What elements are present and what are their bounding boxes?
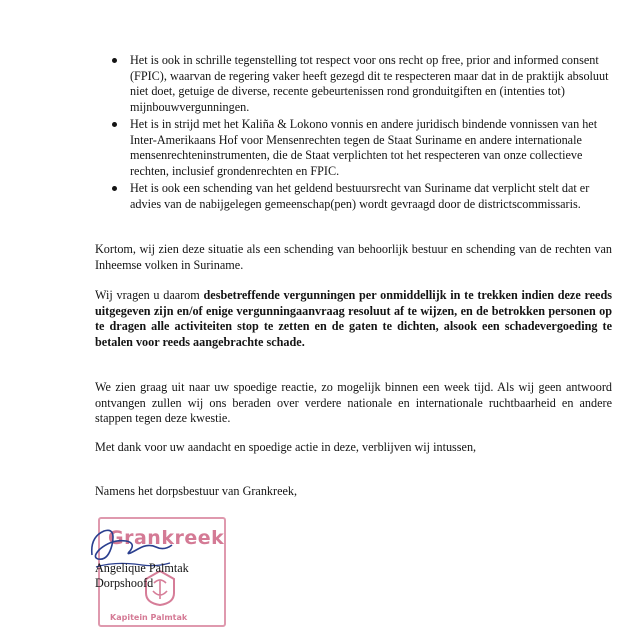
bullet-item	[112, 53, 612, 115]
paragraph-request	[95, 288, 612, 350]
signatory-name: Angelique Palmtak	[95, 561, 189, 575]
bullet-text: Het is ook een schending van het geldend bestuursrecht van Suriname dat verplicht stelt dat er advies van de nabijgelegen gemeenschap(pen) wordt gevraagd door de districtscommissaris.	[130, 181, 590, 211]
paragraph-reply: We zien graag uit naar uw spoedige reactie, zo mogelijk binnen een week tijd. Als wij geen antwoord ontvangen zullen wij ons beraden over verdere nationale en internationale ruchtbaarheid en andere stappen tegen deze kwestie.	[95, 380, 612, 425]
bullet-dot-icon	[112, 122, 117, 127]
paragraph-kortom: Kortom, wij zien deze situatie als een schending van behoorlijk bestuur en schending van de rechten van Inheemse volken in Suriname.	[95, 242, 612, 272]
request-bold: desbetreffende vergunningen per onmiddellijk in te trekken indien deze reeds uitgegeven zijn en/of enige vergunningaanvraag resoluut af te wijzen, en de betrokken personen op te dragen alle activiteiten stop te zetten en de gaten te dichten, alsook een schadevergoeding te betalen voor reeds aangebrachte schade.	[95, 288, 612, 349]
bullet-item	[112, 117, 612, 179]
bullet-item	[112, 181, 612, 212]
bullet-dot-icon	[112, 186, 117, 191]
bullet-text: Het is in strijd met het Kaliña & Lokono vonnis en andere juridisch bindende vonnissen van het Inter-Amerikaans Hof voor Mensenrechten tegen de Staat Suriname en andere internationale mensenrechteninstrumenten, die de Staat verplichten tot het respecteren van onze collectieve rechten, inclusief grondenrechten en FPIC.	[130, 117, 598, 178]
stamp-title: Grankreek	[108, 527, 225, 549]
paragraph-namens: Namens het dorpsbestuur van Grankreek,	[95, 484, 298, 498]
paragraph-thanks: Met dank voor uw aandacht en spoedige actie in deze, verblijven wij intussen,	[95, 440, 477, 454]
bullet-dot-icon	[112, 58, 117, 63]
stamp-footer: Kapitein Palmtak	[110, 613, 188, 622]
request-intro: Wij vragen u daarom	[95, 288, 200, 302]
signatory-title: Dorpshoofd	[95, 576, 154, 590]
bullet-text: Het is ook in schrille tegenstelling tot respect voor ons recht op free, prior and informed consent (FPIC), waarvan de regering vaker heeft gezegd dit te respecteren maar dat in de praktijk absoluut niet doet, getuige de diverse, recente gebeurtenissen rond gronduitgiften en (intenties tot) mijnbouwvergunningen.	[130, 53, 609, 114]
bullet-list	[112, 53, 612, 214]
